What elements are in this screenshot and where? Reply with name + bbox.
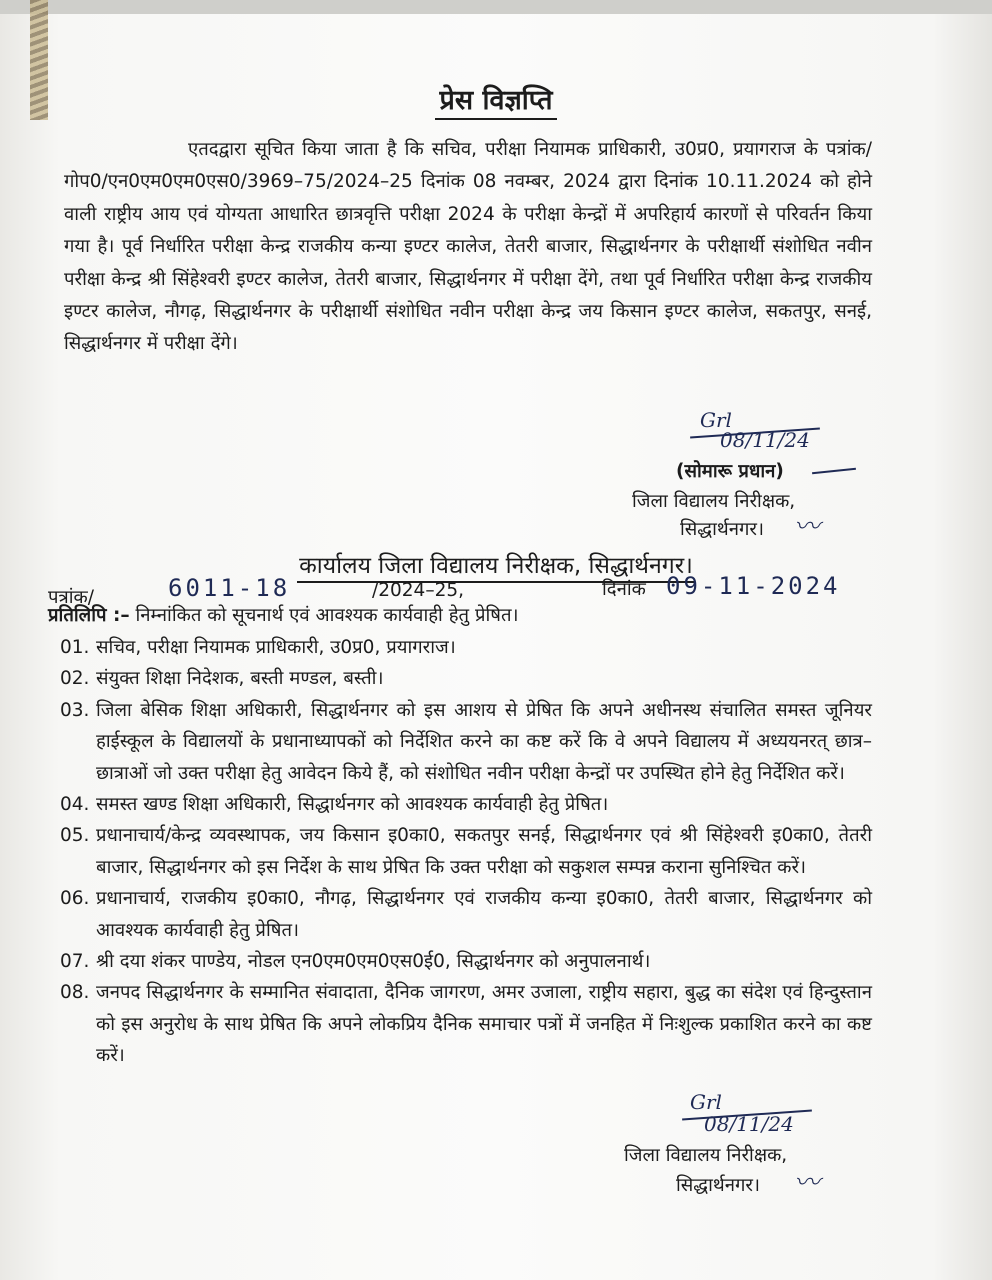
date-label: दिनांक — [602, 579, 646, 600]
signature-date-1: 08/11/24 — [720, 428, 810, 452]
list-item: 06. प्रधानाचार्य, राजकीय इ0का0, नौगढ़, सिद्धार्थनगर एवं राजकीय कन्या इ0का0, तेतरी बाजार, सिद्धार्थनगर को आवश्यक कार्यवाही हेतु प्रेषित। — [60, 888, 872, 941]
copy-line — [48, 602, 519, 627]
list-item: 05. प्रधानाचार्य/केन्द्र व्यवस्थापक, जय किसान इ0का0, सकतपुर सनई, सिद्धार्थनगर एवं श्री सिंहेश्वरी इ0का0, तेतरी बाजार, सिद्धार्थनगर को इस निर्देश के साथ प्रेषित कि उक्त परीक्षा को सकुशल सम्पन्न कराना सुनिश्चित करें। — [60, 825, 872, 878]
signature-mark-2: 〰 — [794, 1168, 821, 1198]
date-value: 09-11-2024 — [666, 572, 841, 600]
list-item: 08. जनपद सिद्धार्थनगर के सम्मानित संवादाता, दैनिक जागरण, अमर उजाला, राष्ट्रीय सहारा, बुद्ध का संदेश एवं हिन्दुस्तान को इस अनुरोध के साथ प्रेषित कि अपने लोकप्रिय दैनिक समाचार पत्रों में जनहित में निःशुल्क प्रकाशित करने का कष्ट करें। — [60, 982, 872, 1067]
patrank-number: 6011-18 — [168, 574, 291, 602]
list-item: 04. समस्त खण्ड शिक्षा अधिकारी, सिद्धार्थनगर को आवश्यक कार्यवाही हेतु प्रेषित। — [60, 794, 609, 816]
signature-initials-1: Grl — [700, 408, 732, 432]
distribution-list — [60, 632, 872, 1072]
signatory-place-1: सिद्धार्थनगर। — [680, 519, 764, 540]
list-item: 07. श्री दया शंकर पाण्डेय, नोडल एन0एम0एम0एस0ई0, सिद्धार्थनगर को अनुपालनार्थ। — [60, 951, 651, 973]
signature-date-2: 08/11/24 — [704, 1112, 794, 1136]
press-release-title: प्रेस विज्ञप्ति — [0, 80, 992, 117]
copy-intro: निम्नांकित को सूचनार्थ एवं आवश्यक कार्यवाही हेतु प्रेषित। — [135, 605, 519, 626]
list-item: 03. जिला बेसिक शिक्षा अधिकारी, सिद्धार्थनगर को इस आशय से प्रेषित कि अपने अधीनस्थ संचालित समस्त जूनियर हाईस्कूल के विद्यालयों के प्रधानाध्यापकों को निर्देशित करने का कष्ट करें कि वे अपने विद्यालय में अध्ययनरत् छात्र–छात्राओं जो उक्त परीक्षा हेतु आवेदन किये हैं, को संशोधित नवीन परीक्षा केन्द्रों पर उपस्थित होने हेतु निर्देशित करें। — [60, 699, 872, 784]
signature-dash — [812, 468, 856, 475]
patrank-year: /2024–25, — [372, 580, 464, 601]
copy-label: प्रतिलिपि :– — [48, 605, 130, 626]
signatory-name: (सोमारू प्रधान) — [676, 461, 784, 482]
signature-initials-2: Grl — [690, 1090, 722, 1114]
office-heading: कार्यालय जिला विद्यालय निरीक्षक, सिद्धार्थनगर। — [0, 548, 992, 580]
scan-top-edge — [0, 0, 992, 14]
notice-body: एतदद्वारा सूचित किया जाता है कि सचिव, परीक्षा नियामक प्राधिकारी, उ0प्र0, प्रयागराज के पत्रांक/गोप0/एन0एम0एम0एस0/3969–75/2024–25 दिनांक 08 नवम्बर, 2024 द्वारा दिनांक 10.11.2024 को होने वाली राष्ट्रीय आय एवं योग्यता आधारित छात्रवृत्ति परीक्षा 2024 के परीक्षा केन्द्रों में अपरिहार्य कारणों से परिवर्तन किया गया है। पूर्व निर्धारित परीक्षा केन्द्र राजकीय कन्या इण्टर कालेज, तेतरी बाजार, सिद्धार्थनगर के परीक्षार्थी संशोधित नवीन परीक्षा केन्द्र श्री सिंहेश्वरी इण्टर कालेज, तेतरी बाजार, सिद्धार्थनगर में परीक्षा देंगे, तथा पूर्व निर्धारित परीक्षा केन्द्र राजकीय इण्टर कालेज, नौगढ़, सिद्धार्थनगर के परीक्षार्थी संशोधित नवीन परीक्षा केन्द्र जय किसान इण्टर कालेज, सकतपुर, सनई, सिद्धार्थनगर में परीक्षा देंगे। — [64, 139, 872, 355]
signatory-designation-2: जिला विद्यालय निरीक्षक, — [624, 1145, 788, 1166]
signature-mark-1: 〰 — [794, 512, 821, 542]
list-item: 01. सचिव, परीक्षा नियामक प्राधिकारी, उ0प्र0, प्रयागराज। — [60, 637, 456, 658]
signatory-place-2: सिद्धार्थनगर। — [676, 1175, 760, 1196]
patrank-label: पत्रांक/ — [48, 587, 94, 608]
list-item: 02. संयुक्त शिक्षा निदेशक, बस्ती मण्डल, बस्ती। — [60, 668, 384, 690]
signatory-designation-1: जिला विद्यालय निरीक्षक, — [632, 491, 796, 512]
